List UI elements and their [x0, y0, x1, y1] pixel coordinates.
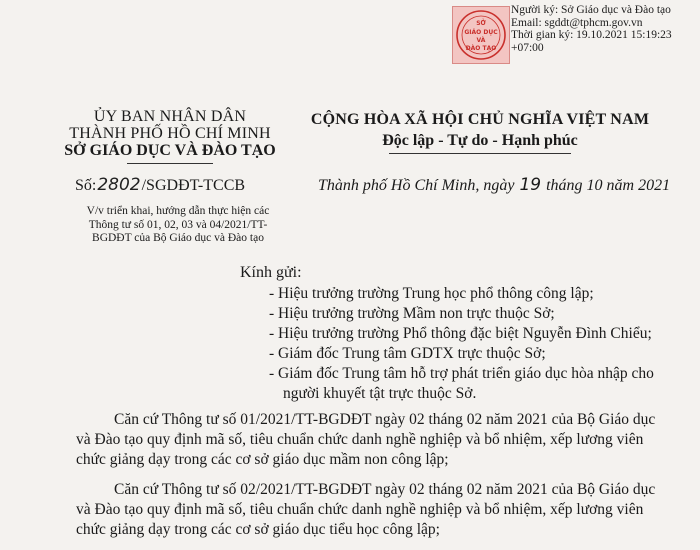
- paragraph-line: chức giảng dạy trong các cơ sở giáo dục mầm non công lập;: [76, 451, 449, 468]
- official-seal-icon: [452, 6, 510, 64]
- paragraph-line: chức giảng dạy trong các cơ sở giáo dục tiểu học công lập;: [76, 521, 440, 538]
- recipient-item: - Hiệu trưởng trường Phổ thông đặc biệt Nguyễn Đình Chiểu;: [269, 325, 652, 342]
- motto-underline: [389, 153, 571, 154]
- paragraph-line: Căn cứ Thông tư số 02/2021/TT-BGDĐT ngày 02 tháng 02 năm 2021 của Bộ Giáo dục: [114, 481, 656, 498]
- paragraph-line: và Đào tạo quy định mã số, tiêu chuẩn chức danh nghề nghiệp và bổ nhiệm, xếp lương viên: [76, 431, 644, 448]
- agency-underline: [127, 163, 213, 164]
- date-suffix: tháng 10 năm 2021: [542, 177, 671, 194]
- subject-line-3: BGDĐT của Bộ Giáo dục và Đào tạo: [92, 232, 264, 244]
- recipient-item-continuation: người khuyết tật trực thuộc Sở.: [283, 385, 477, 402]
- signature-email: Email: sgddt@tphcm.gov.vn: [511, 16, 643, 29]
- paragraph-line: Căn cứ Thông tư số 01/2021/TT-BGDĐT ngày 02 tháng 02 năm 2021 của Bộ Giáo dục: [114, 411, 656, 428]
- body-paragraph: [76, 480, 688, 540]
- agency-line-3: SỞ GIÁO DỤC VÀ ĐÀO TẠO: [64, 142, 276, 159]
- country-name: CỘNG HÒA XÃ HỘI CHỦ NGHĨA VIỆT NAM: [310, 111, 650, 128]
- signature-signer: Người ký: Sở Giáo dục và Đào tạo: [511, 4, 671, 16]
- date-day-handwritten: 19: [519, 175, 542, 195]
- recipient-item: - Giám đốc Trung tâm hỗ trợ phát triển giáo dục hòa nhập cho: [269, 365, 654, 382]
- signature-timezone: +07:00: [511, 41, 544, 54]
- date-prefix: Thành phố Hồ Chí Minh, ngày: [318, 177, 519, 194]
- doc-number-suffix: /SGDĐT-TCCB: [141, 177, 246, 194]
- svg-text:VÀ: VÀ: [476, 37, 486, 44]
- svg-text:GIÁO DỤC: GIÁO DỤC: [464, 29, 498, 36]
- doc-number-handwritten: 2802: [97, 175, 141, 195]
- svg-text:SỞ: SỞ: [476, 20, 486, 27]
- recipient-item: - Giám đốc Trung tâm GDTX trực thuộc Sở;: [269, 345, 546, 362]
- body-paragraph: [76, 410, 688, 470]
- document-subject: [73, 205, 283, 246]
- subject-line-1: V/v triển khai, hướng dẫn thực hiện các: [86, 205, 270, 217]
- subject-line-2: Thông tư số 01, 02, 03 và 04/2021/TT-: [88, 218, 268, 231]
- digital-signature-info: [511, 4, 697, 54]
- recipient-list: [269, 284, 689, 404]
- svg-text:ĐÀO TẠO: ĐÀO TẠO: [465, 45, 497, 52]
- agency-line-1: ỦY BAN NHÂN DÂN: [93, 108, 247, 125]
- national-motto-header: [300, 111, 660, 154]
- recipient-item: - Hiệu trưởng trường Trung học phổ thông công lập;: [269, 285, 594, 302]
- place-and-date: [318, 176, 670, 195]
- recipient-item: - Hiệu trưởng trường Mầm non trực thuộc Sở;: [269, 305, 555, 322]
- issuing-agency-header: [40, 108, 300, 164]
- document-body: [76, 410, 688, 550]
- agency-line-2: THÀNH PHỐ HỒ CHÍ MINH: [69, 125, 271, 142]
- document-number: [75, 176, 245, 195]
- greeting: Kính gửi:: [240, 264, 302, 281]
- national-motto: Độc lập - Tự do - Hạnh phúc: [382, 132, 578, 149]
- paragraph-line: và Đào tạo quy định mã số, tiêu chuẩn chức danh nghề nghiệp và bổ nhiệm, xếp lương viên: [76, 501, 644, 518]
- doc-number-prefix: Số:: [75, 177, 97, 194]
- signature-time: Thời gian ký: 19.10.2021 15:19:23: [511, 29, 672, 42]
